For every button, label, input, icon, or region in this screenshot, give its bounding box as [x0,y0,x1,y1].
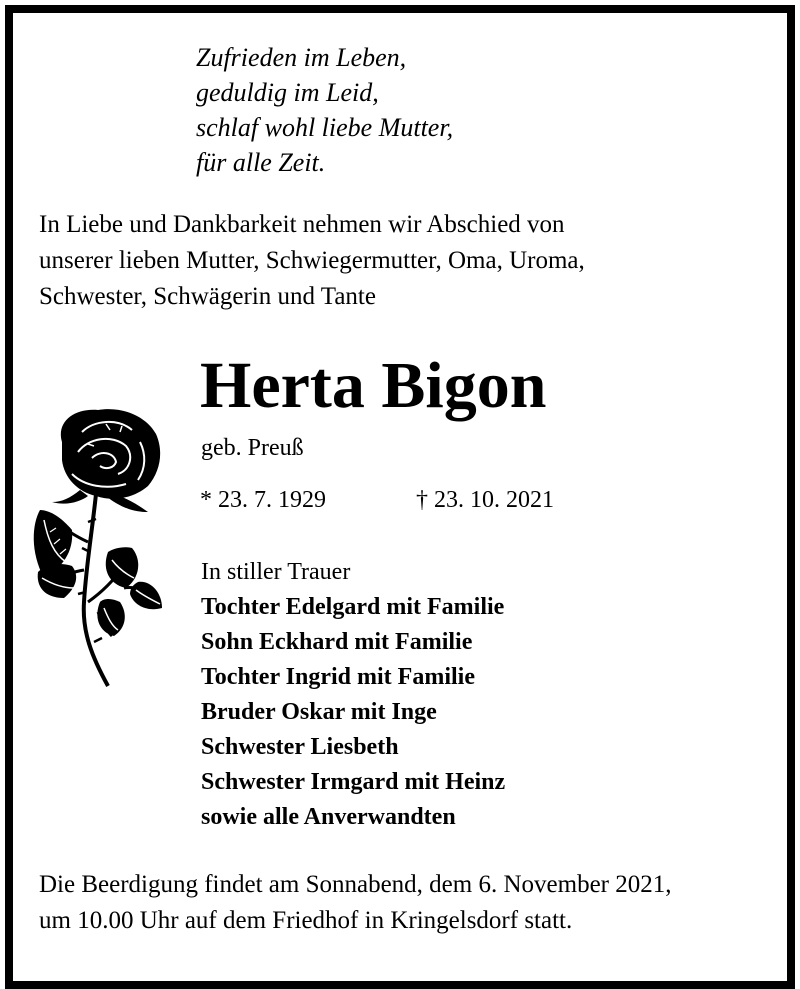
intro-text [39,207,739,315]
mourner-item: Schwester Irmgard mit Heinz [201,769,506,795]
funeral-line: Die Beerdigung findet am Sonnabend, dem 6. November 2021, [39,871,672,898]
death-date: † 23. 10. 2021 [416,487,554,513]
mourner-item: Bruder Oskar mit Inge [201,699,437,725]
maiden-name: geb. Preuß [201,435,304,461]
funeral-line: um 10.00 Uhr auf dem Friedhof in Kringelsdorf statt. [39,907,573,934]
mourner-item: Tochter Edelgard mit Familie [201,594,505,620]
mourner-item: sowie alle Anverwandten [201,804,456,830]
mourner-item: Tochter Ingrid mit Familie [201,664,475,690]
mourning-lead: In stiller Trauer [201,559,351,585]
motto-line: schlaf wohl liebe Mutter, [196,113,454,142]
birth-date: * 23. 7. 1929 [200,487,326,513]
mourners-list [201,555,505,835]
rose-icon [22,402,167,692]
funeral-notice [39,867,672,939]
mourner-item: Schwester Liesbeth [201,734,399,760]
intro-line: Schwester, Schwägerin und Tante [39,283,376,310]
intro-line: unserer lieben Mutter, Schwiegermutter, Oma, Uroma, [39,247,585,274]
motto-line: Zufrieden im Leben, [196,43,407,72]
motto-line: geduldig im Leid, [196,78,379,107]
motto-line: für alle Zeit. [196,148,326,177]
mourner-item: Sohn Eckhard mit Familie [201,629,473,655]
motto-verse [196,40,453,180]
deceased-name: Herta Bigon [200,349,547,422]
intro-line: In Liebe und Dankbarkeit nehmen wir Abschied von [39,211,565,238]
